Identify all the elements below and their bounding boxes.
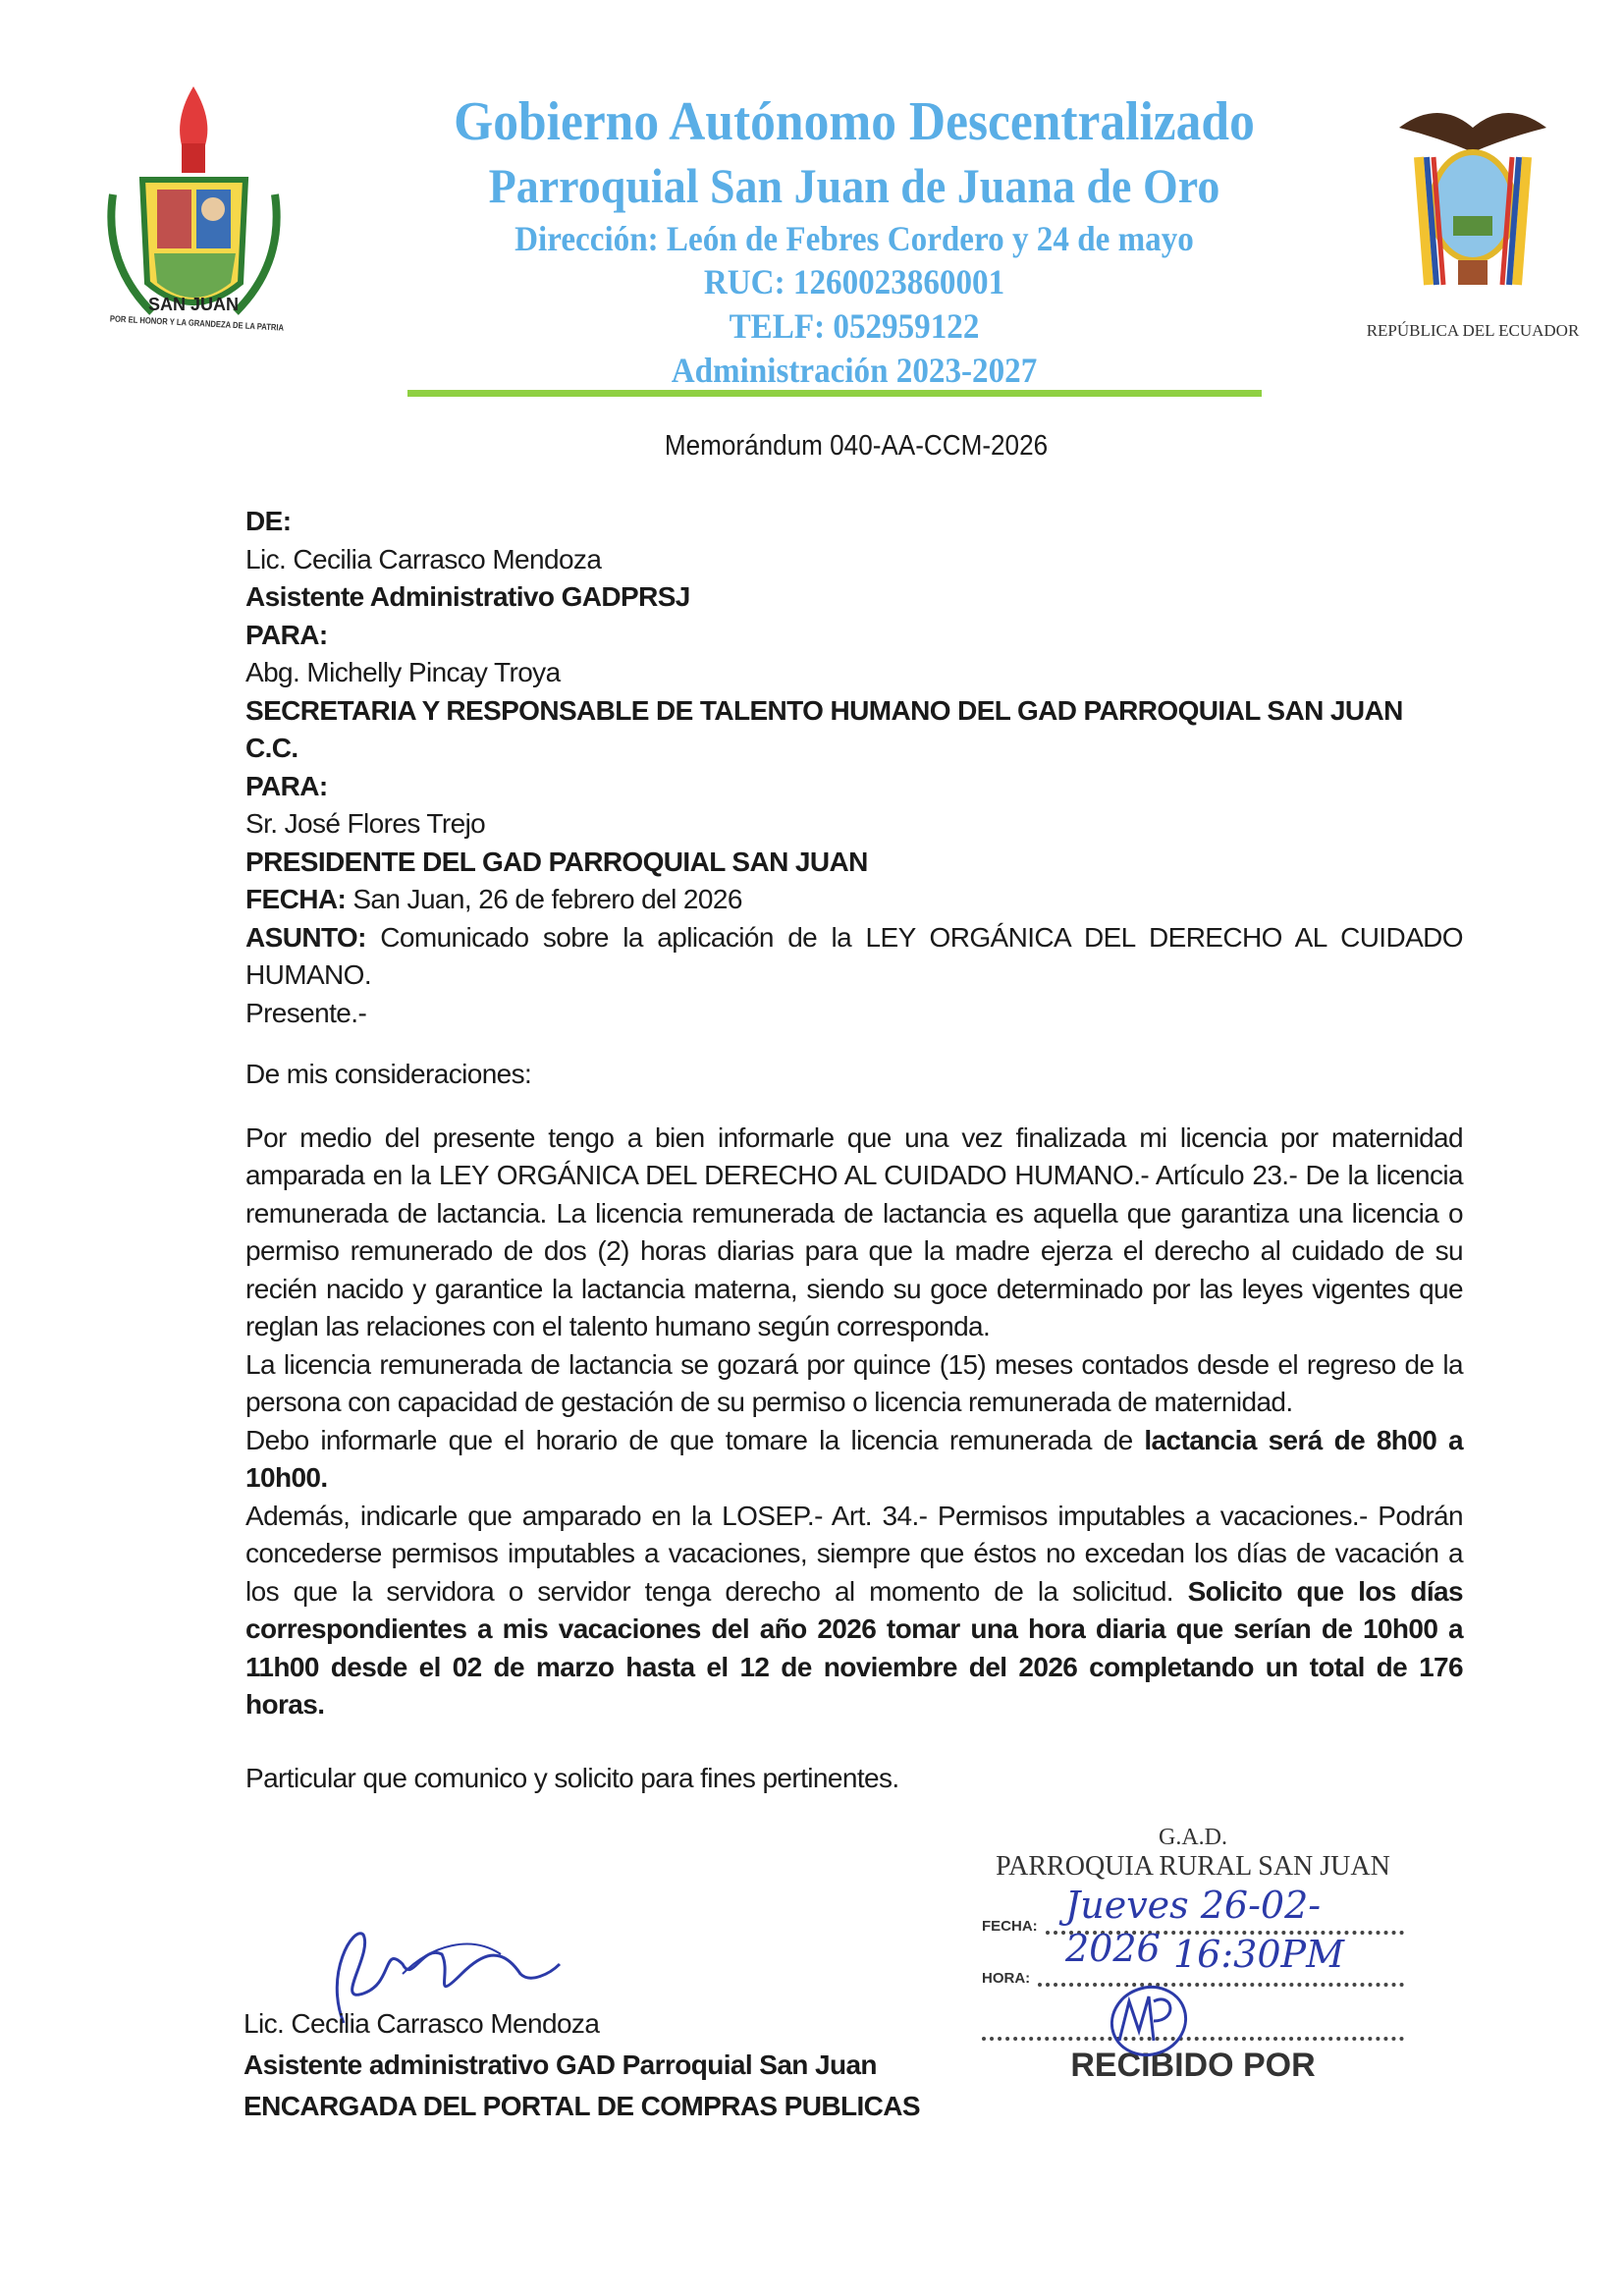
header-divider xyxy=(407,390,1262,397)
stamp-receiver-line xyxy=(982,2036,1404,2041)
asunto-row xyxy=(245,919,1463,995)
parish-coat-of-arms-logo xyxy=(83,86,304,347)
de-label: DE: xyxy=(245,506,292,536)
paragraph-4 xyxy=(245,1498,1463,1724)
cc-label: C.C. xyxy=(245,733,298,763)
paragraph-3-text: Debo informarle que el horario de que tomare la licencia remunerada de xyxy=(245,1424,1145,1455)
stamp-hora-label: HORA: xyxy=(982,1970,1031,1987)
de-name: Lic. Cecilia Carrasco Mendoza xyxy=(245,543,602,574)
left-logo-motto: POR EL HONOR Y LA GRANDEZA DE LA PATRIA xyxy=(109,313,285,333)
presente: Presente.- xyxy=(245,997,367,1028)
asunto-label: ASUNTO: xyxy=(245,921,366,953)
signer-name: Lic. Cecilia Carrasco Mendoza xyxy=(244,2008,600,2039)
header-address: Dirección: León de Febres Cordero y 24 de mayo xyxy=(514,219,1194,258)
ecuador-coat-of-arms-logo xyxy=(1389,98,1556,314)
handwritten-date: Jueves 26-02-2026 xyxy=(1065,1884,1322,1970)
para2-role: PRESIDENTE DEL GAD PARROQUIAL SAN JUAN xyxy=(245,846,868,877)
receiver-initials-signature xyxy=(1105,1982,1193,2060)
memo-number: Memorándum 040-AA-CCM-2026 xyxy=(664,430,1049,462)
header-title-line1: Gobierno Autónomo Descentralizado xyxy=(454,91,1255,152)
header-ruc: RUC: 1260023860001 xyxy=(703,262,1005,301)
para-label: PARA: xyxy=(245,619,328,650)
fecha-row xyxy=(245,881,1463,919)
fecha-label: FECHA: xyxy=(245,884,347,914)
greeting: De mis consideraciones: xyxy=(245,1059,532,1089)
paragraph-1: Por medio del presente tengo a bien informarle que una vez finalizada mi licencia por maternidad amparada en la LEY ORGÁNICA DEL DERECHO AL CUIDADO HUMANO.- Artículo 23.- De la licencia remunerada de lactancia. La licencia remunerada de lactancia es aquella que garantiza una licencia o permiso remunerado de dos (2) horas diarias para que la madre ejerza el derecho al cuidado de su recién nacido y garantice la lactancia materna, siendo su goce determinado por las leyes vigentes que reglan las relaciones con el talento humano según corresponda. xyxy=(245,1121,1463,1341)
para2-name: Sr. José Flores Trejo xyxy=(245,808,486,839)
closing: Particular que comunico y solicito para fines pertinentes. xyxy=(245,1762,899,1793)
para-name: Abg. Michelly Pincay Troya xyxy=(245,657,561,687)
signer-role-2: ENCARGADA DEL PORTAL DE COMPRAS PUBLICAS xyxy=(244,2091,921,2121)
de-role: Asistente Administrativo GADPRSJ xyxy=(245,581,690,612)
memo-body xyxy=(245,503,1463,1797)
stamp-received-by: RECIBIDO POR xyxy=(1070,2047,1316,2084)
para2-label: PARA: xyxy=(245,770,328,801)
paragraph-3 xyxy=(245,1422,1463,1498)
paragraph-4-text: Además, indicarle que amparado en la LOSEP.- Art. 34.- Permisos imputables a vacaciones.- Podrán concederse permisos imputables a vacaciones, siempre que éstos no excedan los días de vacación a los que la servidora o servidor tenga derecho al momento de la solicitud. xyxy=(245,1500,1463,1607)
signature-block xyxy=(244,2003,920,2127)
stamp-fecha-label: FECHA: xyxy=(982,1918,1038,1935)
handwritten-time: 16:30PM xyxy=(1173,1933,1344,1976)
logo-lettering: SAN JUAN xyxy=(147,295,240,314)
header-title-line2: Parroquial San Juan de Juana de Oro xyxy=(488,158,1220,213)
asunto-value: Comunicado sobre la aplicación de la LEY ORGÁNICA DEL DERECHO AL CUIDADO HUMANO. xyxy=(245,921,1463,990)
header-telf: TELF: 052959122 xyxy=(729,306,980,346)
header-administration: Administración 2023-2027 xyxy=(671,351,1038,390)
paragraph-3-bold: lactancia será de 8h00 a 10h00. xyxy=(245,1424,1463,1493)
stamp-gad: G.A.D. xyxy=(1159,1825,1227,1850)
republic-caption: REPÚBLICA DEL ECUADOR xyxy=(1366,321,1580,340)
signer-role: Asistente administrativo GAD Parroquial San Juan xyxy=(244,2050,877,2080)
paragraph-4-bold: Solicito que los días correspondientes a mis vacaciones del año 2026 tomar una hora diaria que serían de 10h00 a 11h00 desde el 02 de marzo hasta el 12 de noviembre del 2026 completando un total de 176 horas. xyxy=(245,1575,1463,1720)
stamp-parish: PARROQUIA RURAL SAN JUAN xyxy=(996,1851,1390,1882)
fecha-value: San Juan, 26 de febrero del 2026 xyxy=(352,884,742,914)
received-stamp xyxy=(982,1825,1404,2085)
paragraph-2: La licencia remunerada de lactancia se gozará por quince (15) meses contados desde el regreso de la persona con capacidad de gestación de su permiso o licencia remunerada de maternidad. xyxy=(245,1348,1463,1417)
para-role: SECRETARIA Y RESPONSABLE DE TALENTO HUMANO DEL GAD PARROQUIAL SAN JUAN xyxy=(245,694,1403,726)
